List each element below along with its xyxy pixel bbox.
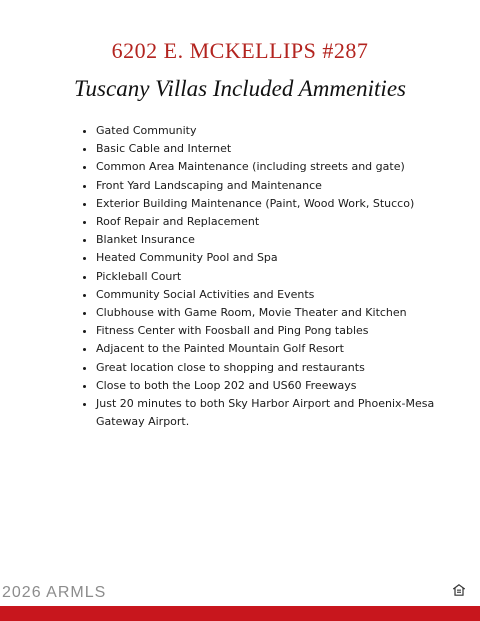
list-item: • Gated Community bbox=[96, 122, 436, 140]
list-item: • Front Yard Landscaping and Maintenance bbox=[96, 177, 436, 195]
list-item: • Great location close to shopping and restaurants bbox=[96, 359, 436, 377]
list-item: • Community Social Activities and Events bbox=[96, 286, 436, 304]
list-item: • Basic Cable and Internet bbox=[96, 140, 436, 158]
amenities-list bbox=[78, 122, 436, 431]
footer-bar bbox=[0, 606, 480, 621]
amenities-heading: Tuscany Villas Included Ammenities bbox=[74, 76, 406, 101]
list-item: • Close to both the Loop 202 and US60 Freeways bbox=[96, 377, 436, 395]
list-item: • Common Area Maintenance (including streets and gate) bbox=[96, 158, 436, 176]
equal-housing-opportunity-icon bbox=[453, 584, 465, 596]
copyright-watermark: 2026 ARMLS bbox=[2, 584, 107, 601]
list-item: • Fitness Center with Foosball and Ping Pong tables bbox=[96, 322, 436, 340]
list-item: • Just 20 minutes to both Sky Harbor Airport and Phoenix-Mesa Gateway Airport. bbox=[96, 395, 436, 431]
list-item: • Exterior Building Maintenance (Paint, Wood Work, Stucco) bbox=[96, 195, 436, 213]
list-item: • Roof Repair and Replacement bbox=[96, 213, 436, 231]
list-item: • Heated Community Pool and Spa bbox=[96, 249, 436, 267]
list-item: • Adjacent to the Painted Mountain Golf Resort bbox=[96, 340, 436, 358]
list-item: • Blanket Insurance bbox=[96, 231, 436, 249]
list-item: • Clubhouse with Game Room, Movie Theater and Kitchen bbox=[96, 304, 436, 322]
list-item: • Pickleball Court bbox=[96, 268, 436, 286]
property-address: 6202 E. MCKELLIPS #287 bbox=[111, 38, 369, 63]
